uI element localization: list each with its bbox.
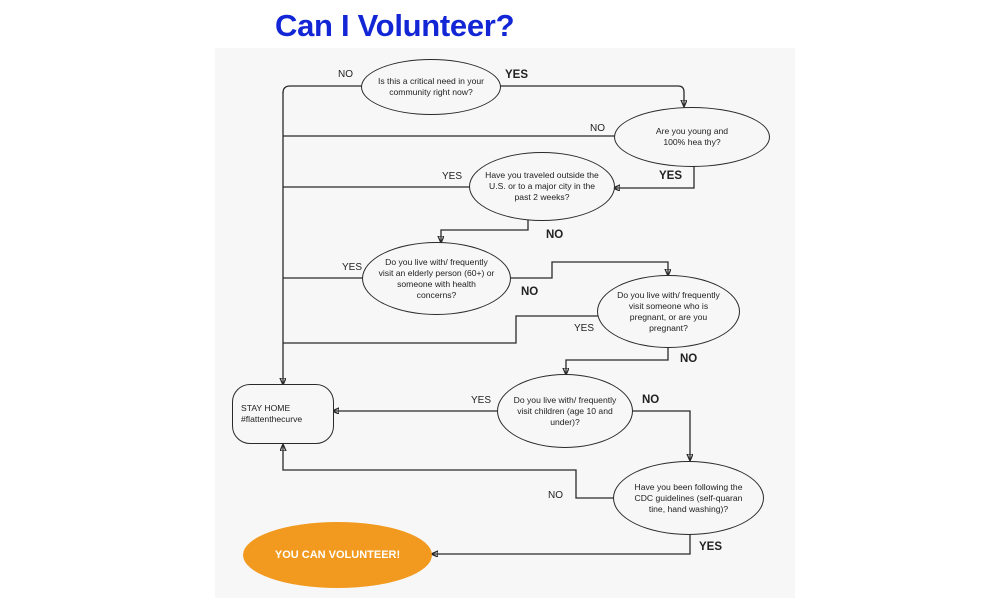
edge-critical-no [283, 86, 362, 93]
label-cdc-yes: YES [699, 541, 723, 553]
node-elderly: Do you live with/ frequently visit an elderly person (60+) or someone with health concerns? [362, 242, 511, 315]
page-title: Can I Volunteer? [275, 8, 515, 43]
label-elderly-yes: YES [342, 262, 363, 273]
edge-critical-yes [500, 86, 684, 106]
edge-children-no [632, 411, 690, 460]
node-critical-need: Is this a critical need in your community right now? [361, 59, 501, 115]
stay-home-hashtag: #flattenthecurve [241, 414, 303, 424]
node-traveled: Have you traveled outside the U.S. or to a major city in the past 2 weeks? [469, 152, 615, 221]
node-stay-home [232, 384, 334, 444]
label-critical-yes: YES [505, 69, 529, 81]
node-young-healthy: Are you young and 100% hea thy? [614, 107, 770, 167]
edge-elderly-no [510, 262, 668, 278]
label-travel-yes: YES [442, 171, 463, 182]
label-elderly-no: NO [521, 286, 539, 298]
label-pregnant-no: NO [680, 353, 698, 365]
label-children-no: NO [642, 394, 660, 406]
label-children-yes: YES [471, 395, 492, 406]
node-cdc-guidelines: Have you been following the CDC guidelines (self-quaran tine, hand washing)? [613, 461, 764, 535]
edge-travel-no [441, 219, 528, 242]
label-cdc-no: NO [548, 490, 563, 501]
node-children: Do you live with/ frequently visit children (age 10 and under)? [497, 374, 633, 448]
edge-pregnant-yes [283, 316, 598, 343]
stay-home-label: STAY HOME [241, 403, 291, 413]
node-you-can-volunteer: YOU CAN VOLUNTEER! [243, 522, 432, 588]
label-young-yes: YES [659, 170, 683, 182]
edge-cdc-no [283, 445, 614, 498]
label-critical-no: NO [338, 69, 353, 80]
edge-pregnant-no [566, 348, 668, 374]
label-travel-no: NO [546, 229, 564, 241]
label-young-no: NO [590, 123, 605, 134]
edge-cdc-yes [432, 534, 690, 554]
label-pregnant-yes: YES [574, 323, 595, 334]
node-pregnant: Do you live with/ frequently visit someone who is pregnant, or are you pregnant? [597, 275, 740, 348]
